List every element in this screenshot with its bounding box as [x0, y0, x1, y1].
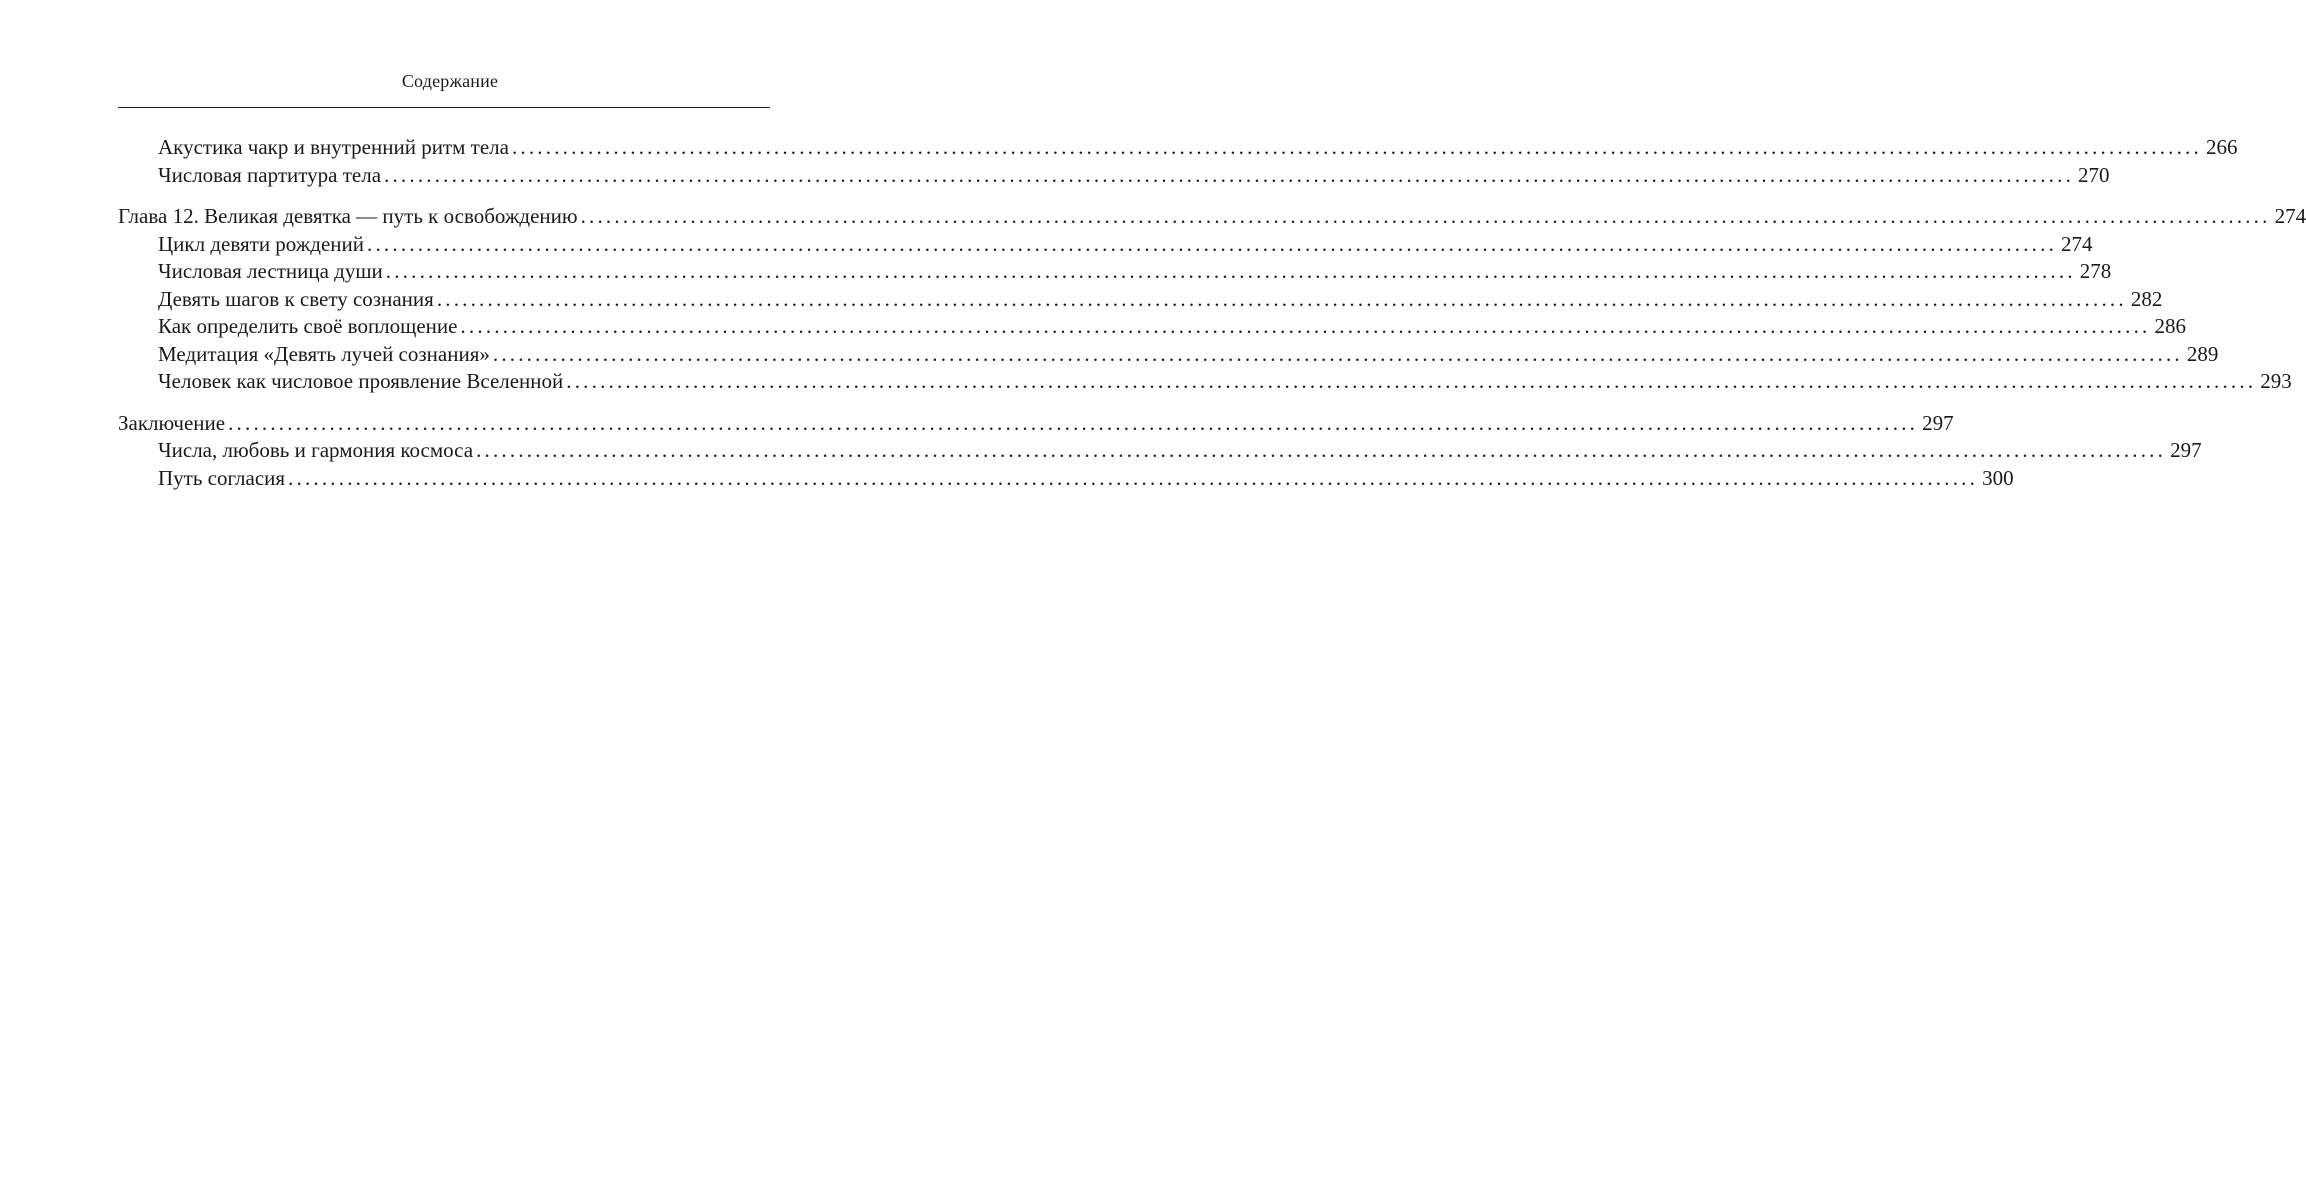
- toc-entry[interactable]: [118, 231, 2093, 259]
- toc-entry-title: Цикл девяти рождений: [158, 231, 365, 256]
- toc-entry-page: 274: [2274, 204, 2306, 228]
- toc-entry-title: Числовая лестница души: [158, 259, 383, 283]
- toc-entry-page: 282: [2130, 286, 2163, 311]
- toc-group: [118, 410, 2202, 493]
- toc-entry-title: Как определить своё воплощение: [158, 314, 458, 338]
- header-rule: [118, 107, 770, 108]
- toc-leader-dots: ........................................................................................................................................................................................................: [288, 465, 1979, 490]
- toc-leader-dots: ........................................................................................................................................................................................................: [228, 410, 1919, 435]
- toc-entry-title: Глава 12. Великая девятка — путь к освобождению: [118, 204, 578, 228]
- toc-entry-title: Человек как числовое проявление Вселенной: [158, 369, 564, 393]
- toc-entry[interactable]: [118, 465, 2014, 493]
- toc-entry-page: 300: [1982, 465, 2014, 490]
- toc-entry[interactable]: [118, 341, 2219, 369]
- toc-entry-page: 293: [2260, 369, 2292, 393]
- toc-entry-page: 270: [2078, 162, 2110, 187]
- toc-leader-dots: ........................................................................................................................................................................................................: [436, 286, 2127, 311]
- toc-entry[interactable]: [118, 286, 2163, 314]
- toc-group: [118, 134, 2238, 189]
- toc-leader-dots: ........................................................................................................................................................................................................: [492, 341, 2183, 366]
- toc-leader-dots: ........................................................................................................................................................................................................: [580, 204, 2271, 228]
- toc-leader-dots: ........................................................................................................................................................................................................: [460, 314, 2151, 338]
- toc-entry-page: 297: [1922, 410, 1954, 435]
- toc-leader-dots: ........................................................................................................................................................................................................: [367, 231, 2058, 256]
- table-of-contents: [118, 134, 2306, 492]
- toc-chapter-entry[interactable]: [118, 203, 2306, 231]
- toc-leader-dots: ........................................................................................................................................................................................................: [511, 135, 2202, 159]
- running-head-title: Содержание: [401, 71, 499, 91]
- toc-entry-page: 286: [2154, 314, 2186, 338]
- toc-entry-title: Акустика чакр и внутренний ритм тела: [158, 135, 509, 159]
- toc-entry-page: 289: [2186, 341, 2219, 366]
- toc-leader-dots: ........................................................................................................................................................................................................: [384, 162, 2075, 187]
- toc-entry-page: 297: [2170, 438, 2202, 462]
- toc-group: [118, 203, 2306, 396]
- toc-entry-title: Медитация «Девять лучей сознания»: [158, 341, 490, 366]
- toc-entry-title: Числовая партитура тела: [158, 162, 382, 187]
- toc-entry[interactable]: [118, 258, 2112, 286]
- toc-leader-dots: ........................................................................................................................................................................................................: [476, 438, 2167, 462]
- toc-entry-title: Девять шагов к свету сознания: [158, 286, 434, 311]
- toc-entry-title: Путь согласия: [158, 465, 286, 490]
- toc-entry[interactable]: [118, 437, 2202, 465]
- toc-entry-page: 278: [2079, 259, 2112, 283]
- toc-entry-page: 274: [2061, 231, 2093, 256]
- toc-entry[interactable]: [118, 368, 2292, 396]
- toc-leader-dots: ........................................................................................................................................................................................................: [385, 259, 2076, 283]
- toc-leader-dots: ........................................................................................................................................................................................................: [566, 369, 2257, 393]
- toc-chapter-entry[interactable]: [118, 410, 1954, 438]
- toc-entry-page: 266: [2205, 135, 2238, 159]
- toc-entry[interactable]: [118, 162, 2110, 190]
- toc-entry-title: Заключение: [118, 410, 226, 435]
- toc-entry[interactable]: [118, 134, 2238, 162]
- toc-entry-title: Числа, любовь и гармония космоса: [158, 438, 474, 462]
- toc-entry[interactable]: [118, 313, 2186, 341]
